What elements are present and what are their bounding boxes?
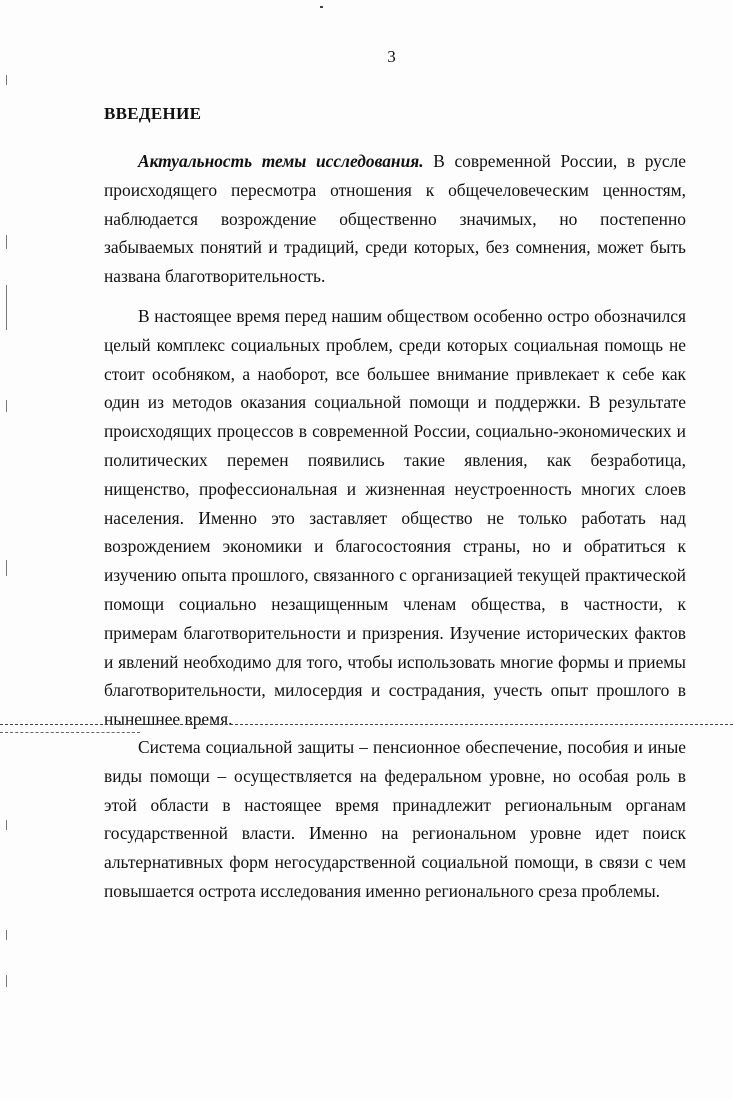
margin-artifact	[6, 930, 7, 940]
margin-artifact	[6, 235, 7, 249]
margin-artifact	[6, 975, 7, 987]
paragraph-relevance	[104, 147, 686, 291]
margin-artifact	[6, 560, 7, 576]
margin-artifact	[6, 75, 7, 85]
paragraph-social-protection: Система социальной защиты – пенсионное обеспечение, пособия и иные виды помощи – осуществляется на федеральном уровне, но особая роль в этой области в настоящее время принадлежит региональным органам государственной власти. Именно на региональном уровне идет поиск альтернативных форм негосударственной социальной помощи, в связи с чем повышается острота исследования именно регионального среза проблемы.	[104, 737, 686, 901]
relevance-text: В современной России, в русле происходящего пересмотра отношения к общечеловеческим ценностям, наблюдается возрождение общественно значимых, но постепенно забываемых понятий и традиций, среди которых, без сомнения, может быть названа благотворительность.	[104, 151, 686, 287]
scan-artifact-mark	[320, 6, 323, 8]
paragraph-social-problems: В настоящее время перед нашим обществом особенно остро обозначился целый комплекс социальных проблем, среди которых социальная помощь не стоит особняком, а наоборот, все большее внимание привлекает к себе как один из методов оказания социальной помощи и поддержки. В результате происходящих процессов в современной России, социально-экономических и политических перемен появились такие явления, как безработица, нищенство, профессиональная и жизненная неустроенность многих слоев населения. Именно это заставляет общество не только работать над возрождением экономики и благосостояния страны, но и обратиться к изучению опыта прошлого, связанного с организацией текущей практической помощи социально незащищенным членам общества, в частности, к примерам благотворительности и призрения. Изучение исторических фактов и явлений необходимо для того, чтобы использовать многие формы и приемы благотворительности, милосердия и сострадания, учесть опыт прошлого в нынешнее время.	[104, 306, 686, 730]
margin-artifact	[6, 400, 7, 412]
margin-artifact	[6, 285, 7, 330]
section-heading: ВВЕДЕНИЕ	[104, 104, 202, 123]
margin-artifact	[6, 820, 7, 830]
scan-artifact-line	[0, 724, 733, 725]
page-number: 3	[387, 47, 396, 66]
relevance-lead-phrase: Актуальность темы исследования.	[138, 151, 424, 171]
